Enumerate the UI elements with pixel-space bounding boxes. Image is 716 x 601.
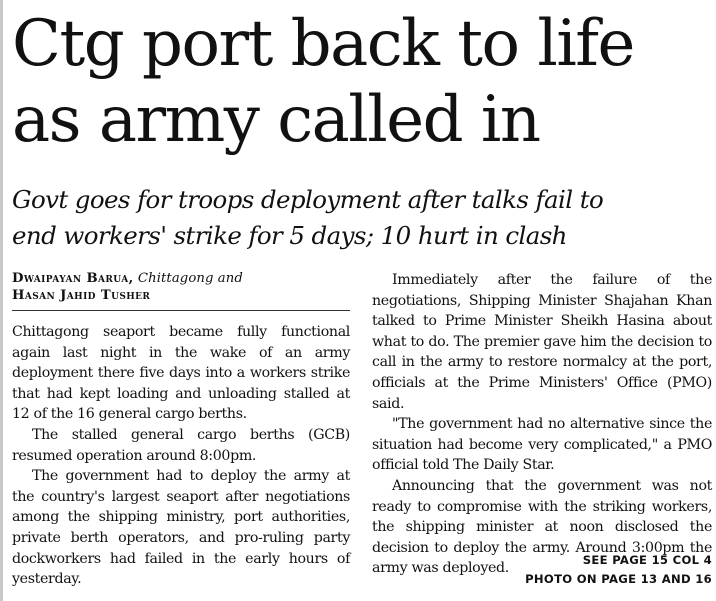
byline-place: Chittagong and <box>137 271 243 286</box>
subheadline-line-2: end workers' strike for 5 days; 10 hurt in clash <box>12 221 567 250</box>
body-paragraph: The stalled general cargo berths (GCB) resumed operation around 8:00pm. <box>12 426 350 464</box>
byline-line-1 <box>12 270 350 287</box>
subheadline-line-1: Govt goes for troops deployment after talks fail to <box>12 185 604 214</box>
byline-author-1: Dwaipayan Barua, <box>12 271 134 286</box>
article-column-left <box>12 270 350 590</box>
body-paragraph: Chittagong seaport became fully functional again last night in the wake of an army deployment there five days into a workers strike that had kept loading and unloading stalled at 12 of the 16 general cargo berths. <box>12 324 350 423</box>
byline <box>12 270 350 311</box>
headline-line-2: as army called in <box>12 83 540 157</box>
subheadline <box>12 182 712 254</box>
photo-page-jump: PHOTO ON PAGE 13 AND 16 <box>525 572 712 586</box>
headline-line-1: Ctg port back to life <box>12 7 634 81</box>
article-column-right <box>372 270 712 579</box>
see-page-jump: SEE PAGE 15 COL 4 <box>582 553 712 567</box>
byline-author-2: Hasan Jahid Tusher <box>12 288 151 303</box>
body-paragraph: Announcing that the government was not ready to compromise with the striking workers, the shipping minister at noon disclosed the decision to deploy the army. Around 3:00pm the army was deployed. <box>372 477 712 577</box>
body-paragraph: The government had to deploy the army at the country's largest seaport after negotiations among the shipping ministry, port authorities, private berth operators, and pro-ruling party dockworkers had failed in the early hours of yesterday. <box>12 468 350 588</box>
body-paragraph: "The government had no alternative since the situation had become very complicated," a PMO official told The Daily Star. <box>372 416 712 474</box>
body-paragraph: Immediately after the failure of the negotiations, Shipping Minister Shajahan Khan talked to Prime Minister Sheikh Hasina about what to do. The premier gave him the decision to call in the army to restore normalcy at the port, officials at the Prime Ministers' Office (PMO) said. <box>372 272 712 412</box>
left-margin-rule <box>0 0 3 601</box>
headline <box>12 6 712 158</box>
jump-references <box>525 551 712 589</box>
